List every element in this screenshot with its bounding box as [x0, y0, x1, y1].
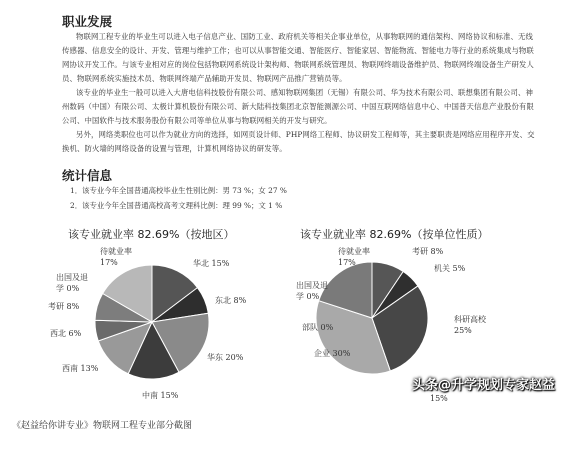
- pie-label-待就业率: 待就业率 17%: [338, 247, 370, 267]
- stat-gender-ratio: 1．该专业今年全国普通高校毕业生性别比例：男 73 %；女 27 %: [70, 186, 287, 195]
- stat-science-arts-ratio: 2．该专业今年全国普通高校高考文理科比例：理 99 %；文 1 %: [70, 201, 283, 210]
- pie-label-科研高校: 科研高校 25%: [454, 315, 486, 335]
- career-paragraphs: [62, 30, 540, 156]
- chart-title-unit-type: 该专业就业率 82.69%（按单位性质）: [300, 228, 489, 241]
- pie-label-待就业率: 待就业率 17%: [100, 247, 132, 267]
- pie-label-西南: 西南 13%: [62, 364, 99, 373]
- pie-label-机关: 机关 5%: [434, 264, 466, 273]
- pie-label-企业: 企业 30%: [314, 349, 351, 358]
- section-title-career: 职业发展: [62, 14, 113, 29]
- pie-label-出国及退学: 出国及退学 0%: [56, 273, 88, 293]
- watermark-text: 头条@升学规划专家赵益: [412, 378, 556, 393]
- pie-label-考研: 考研 8%: [48, 302, 80, 311]
- pie-label-西北: 西北 6%: [50, 329, 82, 338]
- pie-label-东北: 东北 8%: [215, 296, 247, 305]
- chart-title-region: 该专业就业率 82.69%（按地区）: [68, 228, 235, 241]
- section-title-stats: 统计信息: [62, 168, 113, 183]
- pie-label-华北: 华北 15%: [193, 259, 230, 268]
- pie-label-部队: 部队 0%: [302, 323, 334, 332]
- pie-label-hidden-15: 15%: [430, 394, 448, 403]
- pie-chart-region: [30, 240, 300, 410]
- pie-label-华东: 华东 20%: [207, 353, 244, 362]
- career-paragraph-3: 另外，网络类职位也可以作为就业方向的选择，如网页设计师、PHP网络工程师、协议研发工程师等，其主要职责是网络应用程序开发、交换机、防火墙的网络设备的设置与管理，计算机网络协议的研发等。: [62, 130, 535, 153]
- image-caption: 《赵益给你讲专业》物联网工程专业部分截图: [12, 421, 193, 431]
- career-paragraph-2: 该专业的毕业生一般可以进入大唐电信科技股份有限公司、感知物联网集团（无锡）有限公司、华为技术有限公司、联想集团有限公司、神州数码（中国）有限公司、太极计算机股份有限公司、新大陆科技集团北京智能测源公司、中国互联网络信息中心、中国普天信息产业股份有限公司、中国软件与技术服务股份有限公司等单位从事与物联网相关的开发与研究。: [62, 88, 534, 125]
- pie-label-出国及退学: 出国及退学 0%: [296, 281, 328, 301]
- career-paragraph-1: 物联网工程专业的毕业生可以进入电子信息产业、国防工业、政府机关等相关企事业单位，从事物联网的通信架构、网络协议和标准、无线传感器、信息安全的设计、开发、管理与维护工作；也可以从事智能交通、智能医疗、智能家居、智能物流、智能电力等行业的系统集成与物联网协议开发工作。与该专业相对应的岗位包括物联网系统设计架构师、物联网系统管理员、物联网终端设备维护员、物联网终端设备生产研发人员、物联网系统实施技术员、物联网终端产品辅助开发员、物联网产品推广营销员等。: [62, 32, 534, 83]
- pie-label-中南: 中南 15%: [142, 391, 179, 400]
- pie-label-考研: 考研 8%: [412, 247, 444, 256]
